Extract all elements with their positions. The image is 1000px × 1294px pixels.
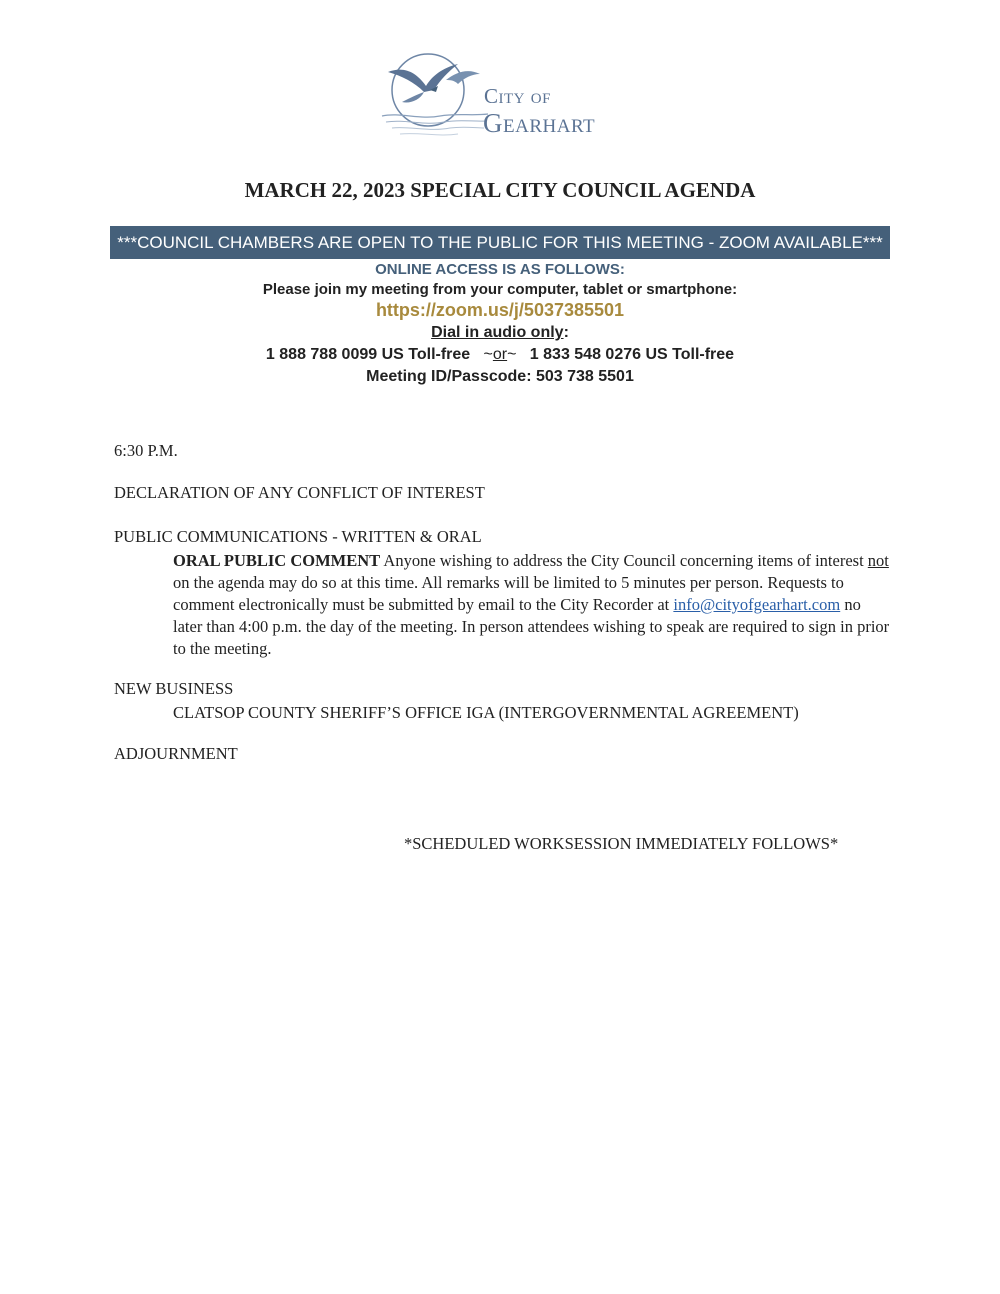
dial-in-label: Dial in audio only	[431, 324, 564, 341]
page-title: MARCH 22, 2023 SPECIAL CITY COUNCIL AGENDA	[244, 178, 756, 202]
agenda-time: 6:30 P.M.	[114, 441, 178, 460]
city-name	[484, 86, 595, 137]
agenda-item-public-communications: PUBLIC COMMUNICATIONS - WRITTEN & ORAL	[114, 527, 482, 546]
or-tilde-right: ~	[507, 346, 517, 363]
oral-text-2: on the agenda may do so at this time. All remarks will be limited to 5 minutes per person. Requests to comment electronically must be submitted by email to the City Recorder at	[173, 573, 844, 614]
logo-line-2: Gearhart	[483, 108, 596, 138]
dial-in-colon: :	[563, 324, 569, 341]
phone-number-1: 1 888 788 0099 US Toll-free	[265, 346, 471, 363]
logo-line-1: City of	[484, 84, 551, 108]
meeting-banner	[110, 226, 890, 259]
or-separator	[475, 346, 526, 363]
dial-in-heading	[0, 324, 1000, 342]
oral-text-1: Anyone wishing to address the City Council concerning items of interest	[380, 551, 868, 570]
or-tilde-left: ~	[483, 346, 493, 363]
phone-numbers	[0, 346, 1000, 364]
oral-comment-heading: ORAL PUBLIC COMMENT	[173, 551, 381, 570]
agenda-item-new-business: NEW BUSINESS	[114, 679, 234, 698]
join-instructions: Please join my meeting from your computer, tablet or smartphone:	[262, 281, 738, 298]
new-business-item: CLATSOP COUNTY SHERIFF’S OFFICE IGA (INTERGOVERNMENTAL AGREEMENT)	[173, 703, 799, 722]
oral-public-comment-paragraph	[173, 550, 893, 660]
agenda-item-conflict: DECLARATION OF ANY CONFLICT OF INTEREST	[114, 483, 485, 502]
phone-number-2: 1 833 548 0276 US Toll-free	[529, 346, 735, 363]
zoom-link[interactable]: https://zoom.us/j/5037385501	[375, 300, 625, 320]
city-logo	[380, 50, 630, 145]
oral-text-3: no later than 4:00 p.m. the day of the meeting. In person attendees wishing to speak are required to sign in prior to the meeting.	[173, 595, 890, 658]
or-word: or	[492, 346, 508, 363]
meeting-id: Meeting ID/Passcode: 503 738 5501	[366, 368, 634, 385]
agenda-item-adjournment: ADJOURNMENT	[114, 744, 238, 763]
oral-not: not	[867, 551, 889, 570]
seagull-sun-logo-icon	[380, 50, 490, 145]
banner-text: ***COUNCIL CHAMBERS ARE OPEN TO THE PUBLIC FOR THIS MEETING - ZOOM AVAILABLE***	[117, 232, 883, 252]
online-access-heading: ONLINE ACCESS IS AS FOLLOWS:	[375, 261, 625, 278]
worksession-note: *SCHEDULED WORKSESSION IMMEDIATELY FOLLOWS*	[404, 834, 839, 853]
email-link[interactable]: info@cityofgearhart.com	[673, 595, 841, 614]
